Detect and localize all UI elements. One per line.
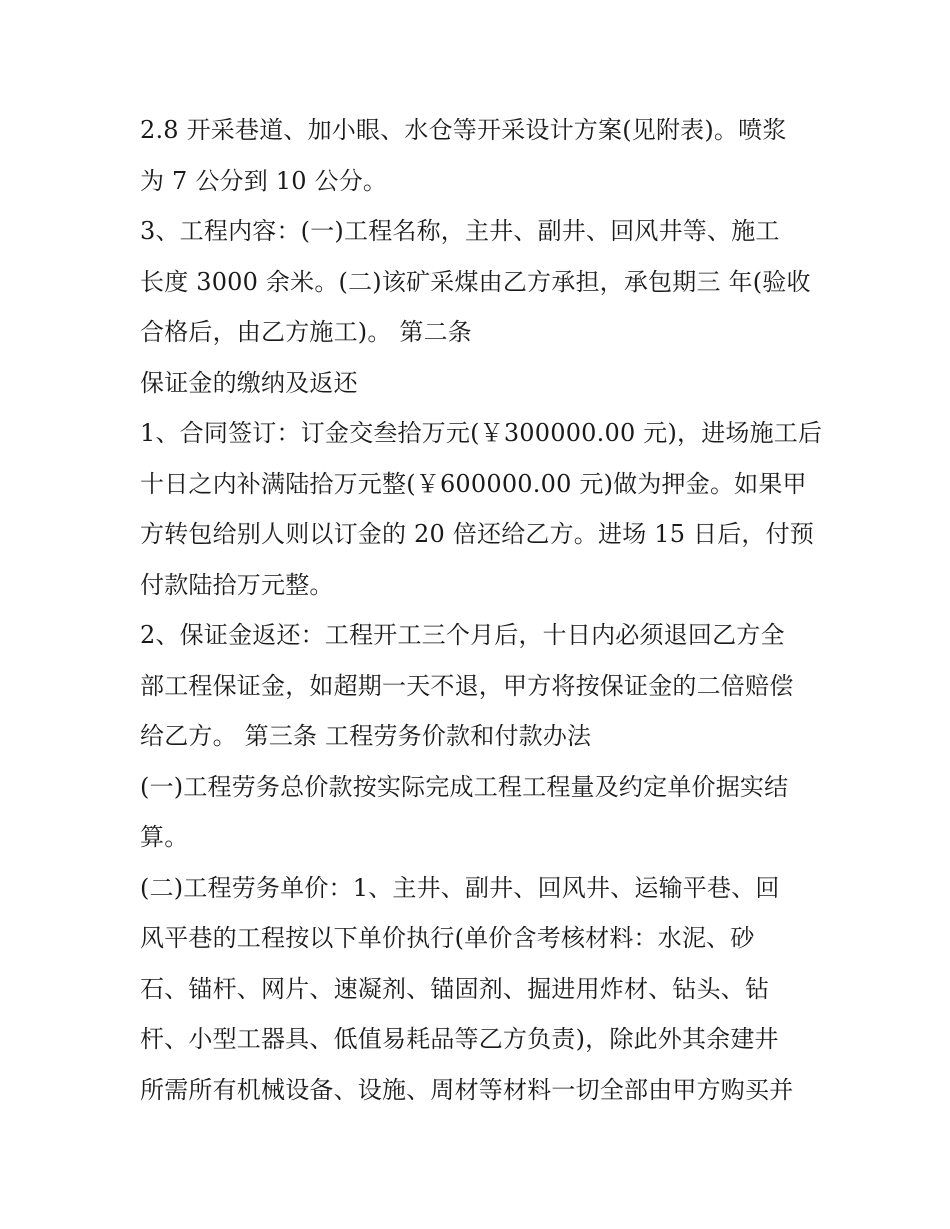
text-line: 为 7 公分到 10 公分。: [140, 166, 388, 195]
text-line: 3、工程内容：(一)工程名称，主井、副井、回风井等、施工: [140, 217, 780, 245]
text-line: (二)工程劳务单价：1、主井、副井、回风井、运输平巷、回: [140, 873, 780, 902]
text-line: 部工程保证金，如超期一天不退，甲方将按保证金的二倍赔偿: [140, 671, 794, 700]
text-line: 合格后，由乙方施工)。 第二条: [140, 318, 472, 346]
text-line: 十日之内补满陆拾万元整(￥600000.00 元)做为押金。如果甲: [140, 469, 807, 498]
text-line: 2.8 开采巷道、加小眼、水仓等开采设计方案(见附表)。喷浆: [140, 116, 787, 144]
text-line: (一)工程劳务总价款按实际完成工程工程量及约定单价据实结: [140, 772, 789, 801]
text-line: 所需所有机械设备、设施、周材等材料一切全部由甲方购买并: [140, 1075, 794, 1104]
text-line: 长度 3000 余米。(二)该矿采煤由乙方承担，承包期三 年(验收: [140, 267, 811, 296]
contract-text-block: [140, 105, 823, 1115]
text-line: 方转包给别人则以订金的 20 倍还给乙方。进场 15 日后，付预: [140, 520, 814, 548]
text-line: 付款陆拾万元整。: [140, 570, 334, 599]
text-line: 2、保证金返还：工程开工三个月后，十日内必须退回乙方全: [140, 621, 785, 649]
text-line: 杆、小型工器具、低值易耗品等乙方负责)，除此外其余建井: [140, 1025, 779, 1053]
text-line: 石、锚杆、网片、速凝剂、锚固剂、掘进用炸材、钻头、钻: [140, 974, 770, 1003]
text-line: 风平巷的工程按以下单价执行(单价含考核材料：水泥、砂: [140, 924, 755, 952]
section-heading: 保证金的缴纳及返还: [140, 368, 358, 397]
text-line: 1、合同签订：订金交叁拾万元(￥300000.00 元)，进场施工后: [140, 419, 823, 447]
text-line: 算。: [140, 823, 189, 851]
text-line: 给乙方。 第三条 工程劳务价款和付款办法: [140, 722, 592, 750]
